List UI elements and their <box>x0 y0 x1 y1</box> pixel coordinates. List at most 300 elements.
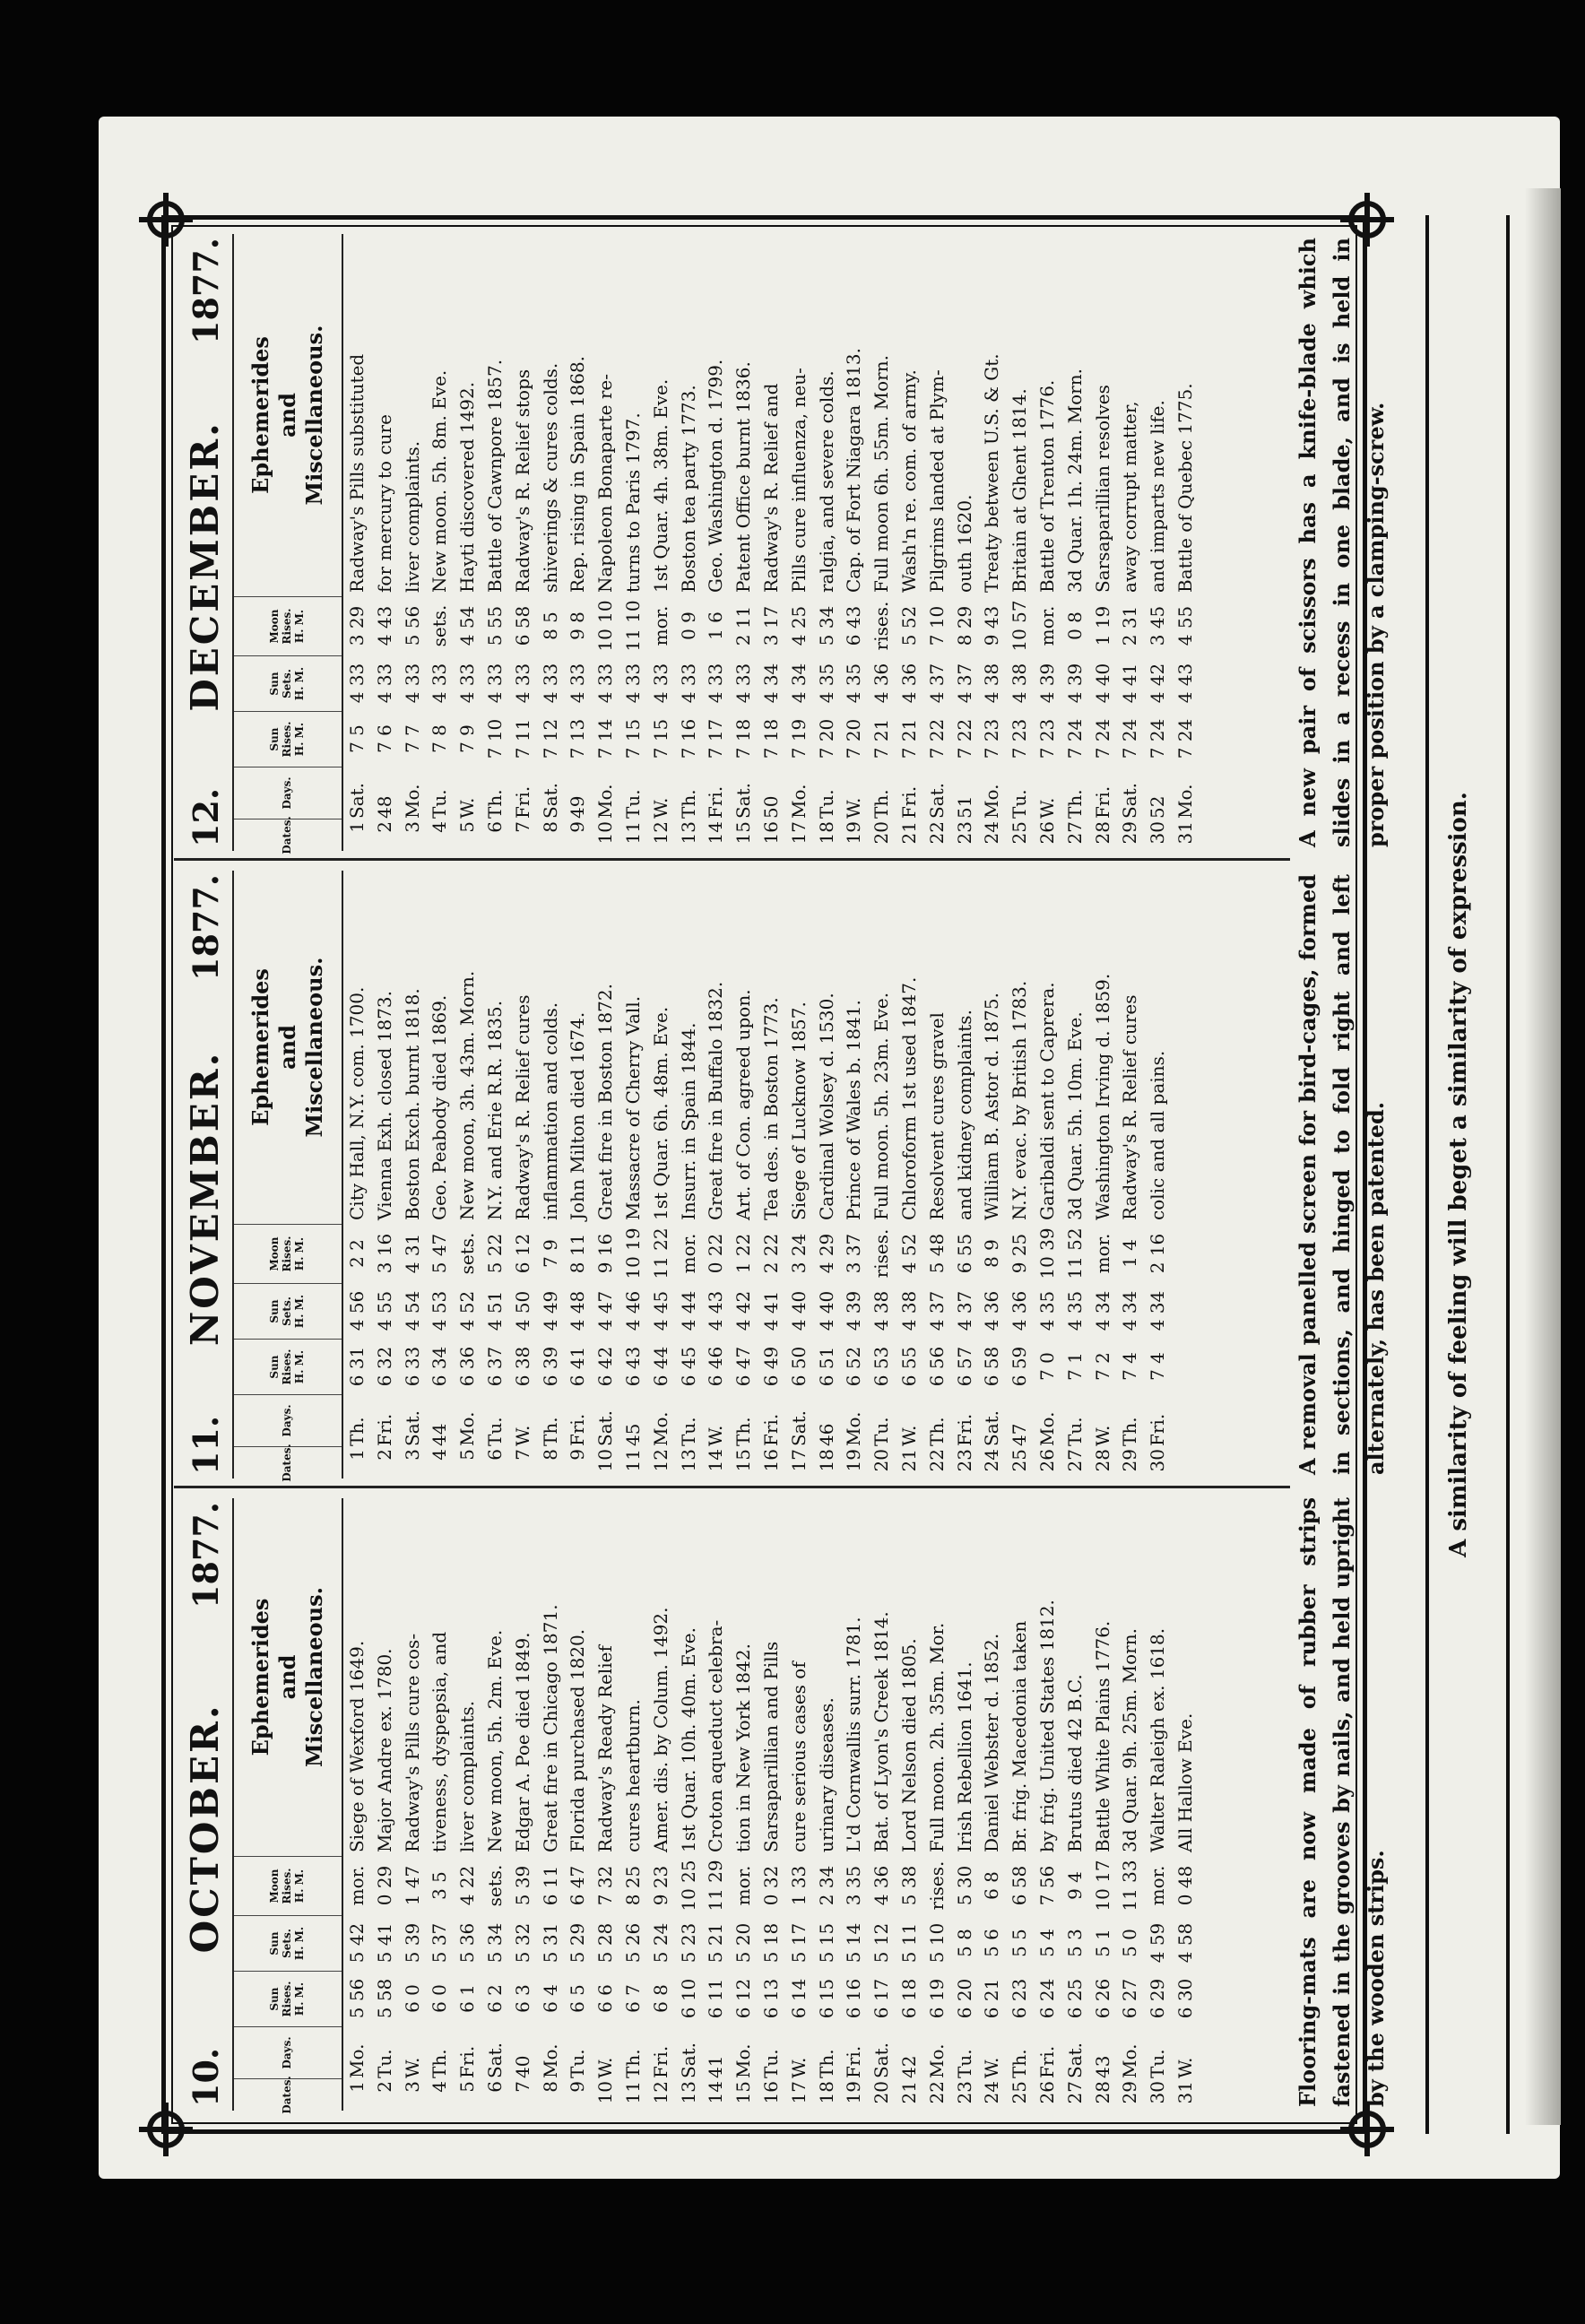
cell-sun-rises: 7 24 <box>1147 718 1169 759</box>
table-row <box>868 1498 896 2111</box>
cell-ephemerides: Washington Irving d. 1859. <box>1091 973 1113 1220</box>
header-sun-rises: Sun Rises. H. M. <box>234 1971 342 2026</box>
cell-moon-rises: 6 58 <box>511 605 533 646</box>
cell-sun-sets: 5 26 <box>621 1922 644 1964</box>
cell-sun-sets: 5 28 <box>594 1922 617 1964</box>
cell-day: Sat. <box>787 1409 810 1446</box>
cell-sun-sets: 5 32 <box>511 1922 533 1964</box>
cell-ephemerides: Croton aqueduct celebra- <box>705 1619 727 1852</box>
cell-moon-rises: 3 29 <box>346 605 368 646</box>
cell-moon-rises: rises. <box>925 1860 948 1911</box>
table-row <box>619 1498 647 2111</box>
day-rows <box>343 234 1200 851</box>
cell-ephemerides: Radway's Pills cure cos- <box>401 1633 423 1852</box>
header-ephemerides: Ephemerides and Miscellaneous. <box>247 1587 327 1767</box>
header-sun-sets: Sun Sets. H. M. <box>234 1283 342 1339</box>
cell-ephemerides: Sarsaparillian resolves <box>1091 385 1113 593</box>
cell-day: Tu. <box>1147 2049 1169 2078</box>
cell-sun-rises: 6 52 <box>843 1346 865 1387</box>
cell-date: 6 <box>483 2081 506 2093</box>
cell-day: Th. <box>621 2049 644 2078</box>
cell-date: 6 <box>483 821 506 833</box>
cell-sun-rises: 7 2 <box>1091 1352 1113 1381</box>
cell-sun-rises: 7 21 <box>870 718 893 759</box>
cell-sun-sets: 4 33 <box>429 663 451 704</box>
cell-sun-rises: 6 2 <box>483 1984 506 2013</box>
cell-ephemerides: Geo. Washington d. 1799. <box>705 359 727 593</box>
table-row <box>951 871 979 1479</box>
cell-moon-rises: 8 11 <box>567 1233 589 1274</box>
cell-sun-sets: 5 37 <box>429 1922 451 1964</box>
cell-day: W. <box>787 2057 810 2078</box>
cell-sun-rises: 7 18 <box>759 718 782 759</box>
cell-date: 23 <box>953 2081 975 2104</box>
cell-ephemerides: Rep. rising in Spain 1868. <box>567 355 589 593</box>
cell-sun-sets: 4 39 <box>1063 663 1086 704</box>
cell-sun-rises: 7 15 <box>621 718 644 759</box>
table-row <box>758 871 785 1479</box>
cell-sun-rises: 6 27 <box>1119 1978 1141 2019</box>
cell-sun-rises: 6 4 <box>539 1984 561 2013</box>
cell-sun-sets: 4 33 <box>677 663 699 704</box>
cell-ephemerides: Battle of Trenton 1776. <box>1035 379 1058 593</box>
table-row <box>896 871 923 1479</box>
cell-moon-rises: 5 48 <box>925 1233 948 1274</box>
cell-day: W. <box>456 797 479 819</box>
cell-sun-sets: 5 31 <box>539 1922 561 1964</box>
cell-moon-rises: sets. <box>456 1232 479 1275</box>
table-row <box>426 234 454 851</box>
cell-day: 42 <box>897 2055 920 2078</box>
cell-moon-rises: 6 55 <box>953 1233 975 1274</box>
cell-moon-rises: 4 54 <box>456 605 479 646</box>
cell-sun-rises: 6 56 <box>925 1346 948 1387</box>
month-year: 1877. <box>186 1502 226 1609</box>
cell-ephemerides: Major Andre ex. 1780. <box>373 1648 395 1852</box>
cell-sun-rises: 6 42 <box>594 1346 617 1387</box>
cell-moon-rises: sets. <box>429 604 451 647</box>
cell-sun-sets: 4 35 <box>1063 1290 1086 1331</box>
header-sun-sets: Sun Sets. H. M. <box>234 655 342 711</box>
cell-day: 47 <box>1009 1423 1031 1446</box>
cell-date: 14 <box>705 2081 727 2104</box>
cell-ephemerides: liver complaints. <box>401 440 423 593</box>
cell-day: W. <box>511 1425 533 1446</box>
cell-ephemerides: Pilgrims landed at Plym- <box>925 369 948 593</box>
cell-ephemerides: Siege of Lucknow 1857. <box>787 1002 810 1220</box>
cell-sun-rises: 7 7 <box>401 724 423 753</box>
cell-day: Tu. <box>1063 1417 1086 1446</box>
table-row <box>675 871 703 1479</box>
cell-day: Tu. <box>870 1417 893 1446</box>
cell-day: Mo. <box>843 1411 865 1446</box>
cell-ephemerides: Massacre of Cherry Vall. <box>621 995 644 1220</box>
cell-date: 12 <box>649 821 671 845</box>
month-number: 12. <box>186 787 226 847</box>
cell-ephemerides: New moon. 5h. 8m. Eve. <box>429 369 451 593</box>
cell-moon-rises: 9 25 <box>1009 1233 1031 1274</box>
cell-ephemerides: Napoleon Bonaparte re- <box>594 374 617 593</box>
cell-ephemerides: Prince of Wales b. 1841. <box>843 1000 865 1220</box>
month-name: OCTOBER. <box>183 1703 227 1954</box>
cell-ephemerides: Amer. dis. by Colum. 1492. <box>649 1607 671 1852</box>
table-row <box>840 1498 868 2111</box>
cell-day: Tu. <box>677 1417 699 1446</box>
cell-day: Fri. <box>759 1413 782 1446</box>
cell-ephemerides: Great fire in Buffalo 1832. <box>705 981 727 1220</box>
cell-sun-sets: 4 52 <box>456 1290 479 1331</box>
cell-moon-rises: 1 6 <box>705 611 727 640</box>
cell-day: 41 <box>705 2055 727 2078</box>
cell-moon-rises: 5 22 <box>483 1233 506 1274</box>
cell-date: 24 <box>981 1449 1003 1472</box>
table-row <box>702 1498 730 2111</box>
cell-sun-sets: 4 33 <box>705 663 727 704</box>
cell-moon-rises: 9 8 <box>567 611 589 640</box>
header-dates: Dates. <box>234 2078 342 2111</box>
cell-moon-rises: 3 24 <box>787 1233 810 1274</box>
table-row <box>343 1498 371 2111</box>
cell-day: W. <box>1035 797 1058 819</box>
table-row <box>1061 871 1089 1479</box>
cell-date: 7 <box>511 1449 533 1461</box>
month-year: 1877. <box>186 238 226 344</box>
cell-ephemerides: New moon, 5h. 2m. Eve. <box>483 1629 506 1852</box>
cell-moon-rises: sets. <box>483 1864 506 1907</box>
cell-date: 23 <box>953 821 975 845</box>
table-row <box>537 234 565 851</box>
table-row <box>1034 871 1061 1479</box>
cell-sun-sets: 4 34 <box>787 663 810 704</box>
cell-ephemerides: Florida purchased 1820. <box>567 1628 589 1852</box>
cell-day: Tu. <box>1009 789 1031 819</box>
cell-moon-rises: 3 45 <box>1147 605 1169 646</box>
table-row <box>730 1498 758 2111</box>
table-row <box>1061 234 1089 851</box>
cell-sun-rises: 6 1 <box>456 1984 479 2013</box>
cell-day: Mo. <box>787 784 810 819</box>
cell-ephemerides: Radway's R. Relief stops <box>511 369 533 593</box>
cell-moon-rises: 0 29 <box>373 1865 395 1906</box>
cell-ephemerides: urinary diseases. <box>815 1697 837 1852</box>
cell-date: 6 <box>483 1449 506 1461</box>
cell-day: Sat. <box>539 782 561 819</box>
cell-sun-rises: 7 11 <box>511 718 533 759</box>
cell-ephemerides: liver complaints. <box>456 1700 479 1852</box>
cell-ephemerides: Boston Exch. burnt 1818. <box>401 988 423 1220</box>
cell-ephemerides: away corrupt matter, <box>1119 401 1141 593</box>
cell-sun-sets: 4 33 <box>456 663 479 704</box>
table-row <box>978 234 1006 851</box>
cell-date: 8 <box>539 2081 561 2093</box>
table-row <box>1034 1498 1061 2111</box>
cell-ephemerides: outh 1620. <box>953 494 975 593</box>
cell-day: Sat. <box>981 1409 1003 1446</box>
cell-moon-rises: 4 25 <box>787 605 810 646</box>
almanac-calendar <box>143 197 1533 2152</box>
table-row <box>896 1498 923 2111</box>
cell-sun-rises: 6 0 <box>429 1984 451 2013</box>
cell-sun-sets: 4 35 <box>1035 1290 1058 1331</box>
cell-sun-rises: 7 5 <box>346 724 368 753</box>
cell-sun-sets: 5 41 <box>373 1922 395 1964</box>
cell-date: 15 <box>732 1449 755 1472</box>
cell-date: 2 <box>373 1449 395 1461</box>
table-row <box>1144 1498 1172 2111</box>
table-row <box>647 234 675 851</box>
cell-moon-rises: 9 43 <box>981 605 1003 646</box>
cell-date: 4 <box>429 821 451 833</box>
cell-day: 44 <box>429 1423 451 1446</box>
cell-date: 12 <box>649 2081 671 2104</box>
cell-day: Fri. <box>511 785 533 819</box>
cell-sun-rises: 7 8 <box>429 724 451 753</box>
cell-day: 48 <box>373 795 395 819</box>
cell-sun-sets: 4 33 <box>373 663 395 704</box>
cell-sun-rises: 7 23 <box>981 718 1003 759</box>
cell-sun-sets: 4 58 <box>1174 1922 1196 1964</box>
cell-sun-sets: 4 35 <box>843 663 865 704</box>
cell-day: Tu. <box>815 789 837 819</box>
cell-sun-rises: 7 9 <box>456 724 479 753</box>
cell-moon-rises: 10 39 <box>1035 1227 1058 1279</box>
table-row <box>399 871 427 1479</box>
table-row <box>951 234 979 851</box>
cell-sun-sets: 4 45 <box>649 1290 671 1331</box>
cell-moon-rises: 4 43 <box>373 605 395 646</box>
header-sun-sets: Sun Sets. H. M. <box>234 1915 342 1971</box>
cell-sun-sets: 4 47 <box>594 1290 617 1331</box>
table-row <box>840 234 868 851</box>
cell-ephemerides: Irish Rebellion 1641. <box>953 1661 975 1852</box>
motto-rule-bottom <box>1506 215 1510 2134</box>
cell-moon-rises: 5 38 <box>897 1865 920 1906</box>
cell-day: 46 <box>815 1423 837 1446</box>
month-header <box>170 865 232 1484</box>
cell-date: 5 <box>456 1449 479 1461</box>
cell-moon-rises: 11 33 <box>1119 1860 1141 1912</box>
cell-sun-rises: 6 15 <box>815 1978 837 2019</box>
cell-sun-rises: 6 5 <box>567 1984 589 2013</box>
cell-date: 14 <box>705 1449 727 1472</box>
cell-ephemerides: ralgia, and severe colds. <box>815 370 837 593</box>
cell-date: 14 <box>705 821 727 845</box>
header-sun-rises: Sun Rises. H. M. <box>234 711 342 767</box>
cell-sun-rises: 6 14 <box>787 1978 810 2019</box>
cell-sun-rises: 6 34 <box>429 1346 451 1387</box>
table-row <box>1144 871 1172 1479</box>
cell-day: Th. <box>346 1417 368 1446</box>
cell-day: 40 <box>511 2055 533 2078</box>
cell-day: Sat. <box>346 782 368 819</box>
cell-date: 10 <box>594 2081 617 2104</box>
cell-date: 30 <box>1147 2081 1169 2104</box>
cell-sun-rises: 6 29 <box>1147 1978 1169 2019</box>
cell-date: 17 <box>787 1449 810 1472</box>
table-row <box>1116 1498 1144 2111</box>
cell-sun-rises: 7 14 <box>594 718 617 759</box>
cell-sun-rises: 6 3 <box>511 1984 533 2013</box>
cell-sun-sets: 4 36 <box>897 663 920 704</box>
cell-sun-rises: 7 15 <box>649 718 671 759</box>
cell-sun-sets: 5 6 <box>981 1929 1003 1957</box>
cell-ephemerides: Full moon. 5h. 23m. Eve. <box>870 992 893 1220</box>
cell-sun-sets: 4 50 <box>511 1290 533 1331</box>
cell-date: 24 <box>981 2081 1003 2104</box>
cell-sun-rises: 7 17 <box>705 718 727 759</box>
cell-moon-rises: 5 52 <box>897 605 920 646</box>
cell-date: 16 <box>759 1449 782 1472</box>
cell-day: W. <box>981 2057 1003 2078</box>
cell-day: Mo. <box>649 1411 671 1446</box>
cell-sun-rises: 6 10 <box>677 1978 699 2019</box>
cell-moon-rises: 3 16 <box>373 1233 395 1274</box>
cell-sun-sets: 5 14 <box>843 1922 865 1964</box>
cell-sun-rises: 6 49 <box>759 1346 782 1387</box>
table-row <box>675 234 703 851</box>
cell-day: Fri. <box>843 2045 865 2078</box>
cell-moon-rises: rises. <box>870 601 893 651</box>
cell-sun-rises: 7 22 <box>953 718 975 759</box>
cell-sun-sets: 5 42 <box>346 1922 368 1964</box>
cell-day: Th. <box>677 789 699 819</box>
cell-sun-sets: 4 33 <box>346 663 368 704</box>
cell-day: Tu. <box>759 2049 782 2078</box>
cell-sun-sets: 4 43 <box>705 1290 727 1331</box>
cell-ephemerides: Daniel Webster d. 1852. <box>981 1633 1003 1852</box>
table-row <box>564 234 592 851</box>
cell-date: 4 <box>429 1449 451 1461</box>
october-note: Flooring-mats are now made of rubber strips fastened in the grooves by nails, and held upright by the wooden strips. <box>1295 1497 1389 2107</box>
month-divider <box>174 858 1290 861</box>
table-row <box>426 871 454 1479</box>
cell-ephemerides: Pills cure influenza, neu- <box>787 368 810 593</box>
cell-sun-sets: 5 36 <box>456 1922 479 1964</box>
header-sun-rises: Sun Rises. H. M. <box>234 1339 342 1394</box>
cell-sun-rises: 6 47 <box>732 1346 755 1387</box>
cell-sun-sets: 4 51 <box>483 1290 506 1331</box>
cell-sun-sets: 4 36 <box>870 663 893 704</box>
cell-day: Mo. <box>594 784 617 819</box>
cell-sun-sets: 4 33 <box>621 663 644 704</box>
cell-day: Sat. <box>925 782 948 819</box>
cell-sun-rises: 6 19 <box>925 1978 948 2019</box>
cell-ephemerides: shiverings & cures colds. <box>539 362 561 593</box>
cell-sun-sets: 4 37 <box>925 663 948 704</box>
table-row <box>1089 234 1117 851</box>
header-moon-rises: Moon Rises. H. M. <box>234 1856 342 1915</box>
cell-day: Fri. <box>897 785 920 819</box>
cell-date: 21 <box>897 2081 920 2104</box>
cell-sun-rises: 7 16 <box>677 718 699 759</box>
cell-sun-rises: 7 24 <box>1091 718 1113 759</box>
day-rows <box>343 1498 1200 2111</box>
cell-ephemerides: Radway's R. Relief cures <box>1119 994 1141 1220</box>
cell-moon-rises: 2 34 <box>815 1865 837 1906</box>
cell-date: 18 <box>815 821 837 845</box>
cell-ephemerides: cure serious cases of <box>787 1661 810 1852</box>
cell-date: 20 <box>870 1449 893 1472</box>
cell-date: 23 <box>953 1449 975 1472</box>
cell-sun-sets: 5 10 <box>925 1922 948 1964</box>
cell-date: 17 <box>787 821 810 845</box>
cell-day: Mo. <box>1035 1411 1058 1446</box>
cell-day: 49 <box>567 795 589 819</box>
cell-sun-rises: 6 32 <box>373 1346 395 1387</box>
cell-ephemerides: Radway's R. Relief cures <box>511 994 533 1220</box>
cell-day: Sat. <box>732 782 755 819</box>
cell-moon-rises: 1 47 <box>401 1865 423 1906</box>
cell-day: Fri. <box>456 2045 479 2078</box>
day-rows <box>343 871 1172 1479</box>
cell-date: 9 <box>567 2081 589 2093</box>
cell-sun-rises: 6 0 <box>401 1984 423 2013</box>
december-note: A new pair of scissors has a knife-blade which slides in a recess in one blade, and is held in proper position by a clamping-screw. <box>1295 238 1389 847</box>
cell-moon-rises: 0 8 <box>1063 611 1086 640</box>
table-row <box>371 234 399 851</box>
cell-day: Fri. <box>373 1413 395 1446</box>
cell-ephemerides: All Hallow Eve. <box>1174 1713 1196 1852</box>
cell-date: 5 <box>456 821 479 833</box>
cell-ephemerides: Sarsaparillian and Pills <box>759 1641 782 1852</box>
cell-date: 19 <box>843 1449 865 1472</box>
cell-day: Mo. <box>1119 2043 1141 2078</box>
header-moon-rises: Moon Rises. H. M. <box>234 1224 342 1283</box>
cell-day: Fri. <box>1147 1413 1169 1446</box>
cell-moon-rises: 5 39 <box>511 1865 533 1906</box>
table-row <box>537 871 565 1479</box>
table-row <box>675 1498 703 2111</box>
cell-moon-rises: 3 5 <box>429 1871 451 1900</box>
cell-moon-rises: 0 32 <box>759 1865 782 1906</box>
cell-sun-sets: 4 42 <box>1147 663 1169 704</box>
cell-moon-rises: 2 31 <box>1119 605 1141 646</box>
table-row <box>1116 234 1144 851</box>
cell-moon-rises: 4 55 <box>1174 605 1196 646</box>
cell-date: 11 <box>621 2081 644 2104</box>
table-row <box>371 1498 399 2111</box>
cell-ephemerides: for mercury to cure <box>373 414 395 593</box>
cell-day: Tu. <box>953 2049 975 2078</box>
cell-date: 16 <box>759 2081 782 2104</box>
cell-moon-rises: 4 52 <box>897 1233 920 1274</box>
table-row <box>343 234 371 851</box>
cell-moon-rises: 5 30 <box>953 1865 975 1906</box>
table-row <box>702 871 730 1479</box>
cell-sun-sets: 4 38 <box>870 1290 893 1331</box>
month-october <box>170 1493 1291 2116</box>
cell-ephemerides: Cap. of Fort Niagara 1813. <box>843 348 865 593</box>
table-row <box>619 871 647 1479</box>
cell-sun-rises: 7 23 <box>1009 718 1031 759</box>
cell-sun-rises: 6 6 <box>594 1984 617 2013</box>
table-row <box>481 234 509 851</box>
table-row <box>1144 234 1172 851</box>
cell-sun-sets: 4 39 <box>1035 663 1058 704</box>
cell-date: 13 <box>677 2081 699 2104</box>
cell-date: 3 <box>401 821 423 833</box>
cell-sun-sets: 5 20 <box>732 1922 755 1964</box>
cell-sun-rises: 6 50 <box>787 1346 810 1387</box>
cell-sun-sets: 5 23 <box>677 1922 699 1964</box>
month-name: DECEMBER. <box>183 421 227 712</box>
cell-ephemerides: Chloroform 1st used 1847. <box>897 976 920 1220</box>
month-header <box>170 229 232 856</box>
table-row <box>1172 1498 1200 2111</box>
cell-day: W. <box>594 2057 617 2078</box>
cell-moon-rises: 4 36 <box>870 1865 893 1906</box>
cell-moon-rises: mor. <box>346 1865 368 1906</box>
